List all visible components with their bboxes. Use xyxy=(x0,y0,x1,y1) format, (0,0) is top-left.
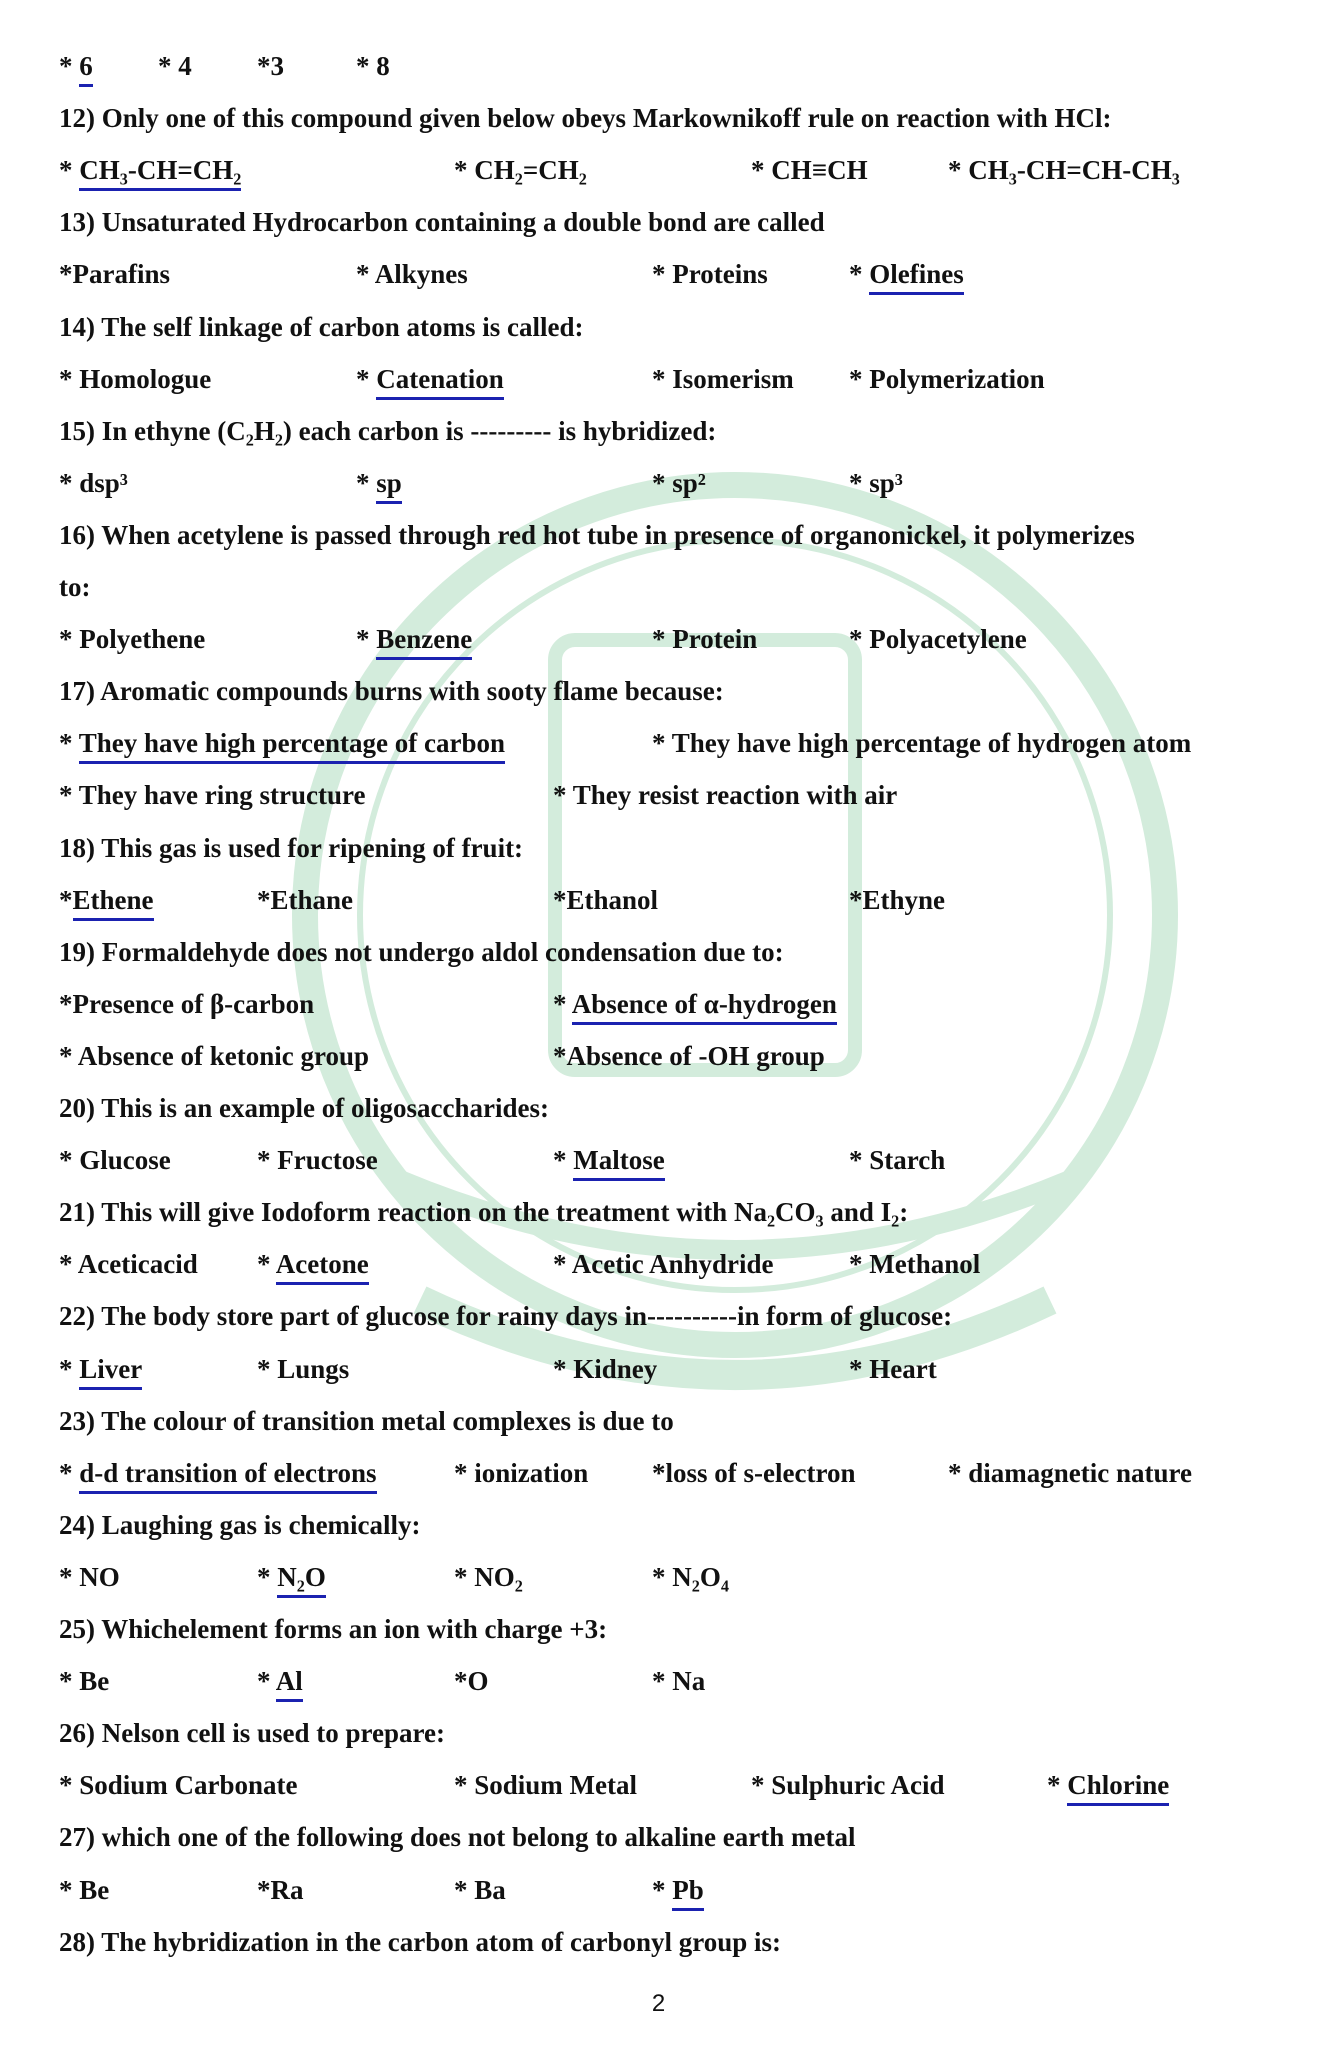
question-text: 19) Formaldehyde does not undergo aldol condensation due to: xyxy=(59,936,784,967)
option xyxy=(553,1238,774,1290)
option-label: Maltose xyxy=(573,1145,664,1181)
bullet-star: * xyxy=(59,780,79,811)
option xyxy=(948,1447,1192,1499)
question-text: to: xyxy=(59,572,91,602)
options-row xyxy=(0,1030,1317,1082)
question-text: 18) This gas is used for ripening of fruit: xyxy=(59,832,524,863)
question-text: 16) When acetylene is passed through red hot tube in presence of organonickel, it polymerizes xyxy=(59,519,1135,550)
bullet-star: * xyxy=(257,1249,276,1280)
option-correct xyxy=(652,1864,704,1916)
option-label: Absence of ketonic group xyxy=(77,1040,370,1071)
option-label: Parafins xyxy=(72,259,170,290)
option-label: Al xyxy=(276,1666,303,1702)
option-label: They resist reaction with air xyxy=(572,780,898,811)
option-label: Aceticacid xyxy=(77,1249,198,1280)
bullet-star: * xyxy=(356,363,377,394)
option-label: Be xyxy=(79,1874,110,1905)
option xyxy=(553,874,658,926)
bullet-star: * xyxy=(454,1666,468,1697)
options-row xyxy=(0,248,1317,300)
option-label: Alkynes xyxy=(374,259,468,290)
option-label: Ethane xyxy=(270,884,354,915)
option-label: loss of s-electron xyxy=(665,1457,856,1488)
option-label: They have high percentage of hydrogen atom xyxy=(671,728,1192,759)
option-label: Ethanol xyxy=(566,884,659,915)
bullet-star: * xyxy=(553,1249,572,1280)
option xyxy=(652,353,794,405)
option-label: Kidney xyxy=(573,1353,658,1384)
option xyxy=(849,1343,937,1395)
option xyxy=(59,353,211,405)
option-label: 4 xyxy=(178,51,192,81)
question-text: 25) Whichelement forms an ion with charge +3: xyxy=(59,1614,608,1644)
bullet-star: * xyxy=(652,1874,673,1905)
option-label: 3 xyxy=(270,51,284,81)
option xyxy=(454,1551,523,1603)
option-label: Polyethene xyxy=(79,624,206,655)
option xyxy=(553,769,897,821)
option-correct xyxy=(1047,1759,1169,1811)
option-label: Glucose xyxy=(79,1145,171,1176)
option xyxy=(849,613,1027,665)
bullet-star: * xyxy=(59,1353,80,1384)
bullet-star: * xyxy=(257,1353,278,1384)
bullet-star: * xyxy=(257,1666,276,1697)
option xyxy=(59,1864,109,1916)
bullet-star: * xyxy=(948,155,969,186)
question-text: 28) The hybridization in the carbon atom of carbonyl group is: xyxy=(59,1926,782,1957)
option xyxy=(652,1551,729,1603)
bullet-star: * xyxy=(356,51,377,81)
bullet-star: * xyxy=(652,1561,673,1592)
option-correct xyxy=(849,248,964,300)
options-row xyxy=(0,1551,1317,1603)
option-correct xyxy=(257,1238,369,1290)
options-row xyxy=(0,978,1317,1030)
bullet-star: * xyxy=(553,1145,574,1176)
bullet-star: * xyxy=(257,884,271,915)
option-label: 6 xyxy=(79,51,93,87)
option-label: Fructose xyxy=(277,1145,378,1176)
bullet-star: * xyxy=(652,1666,673,1697)
option-label: O xyxy=(467,1666,489,1697)
option-label: They have ring structure xyxy=(78,780,366,811)
question-text: 24) Laughing gas is chemically: xyxy=(59,1509,421,1540)
bullet-star: * xyxy=(158,51,179,81)
option-label: Chlorine xyxy=(1067,1770,1169,1806)
option xyxy=(652,1655,705,1707)
option xyxy=(59,1655,109,1707)
option-correct xyxy=(553,978,837,1030)
option-correct xyxy=(356,353,504,405)
option xyxy=(751,144,868,196)
options-row xyxy=(0,717,1317,769)
option-correct xyxy=(257,1655,303,1707)
options-row xyxy=(0,1134,1317,1186)
options-row xyxy=(0,1447,1317,1499)
option-label: Isomerism xyxy=(672,363,794,394)
option-label: Pb xyxy=(672,1875,704,1911)
option xyxy=(59,1551,120,1603)
option-label: Sodium Metal xyxy=(474,1770,638,1801)
option xyxy=(849,353,1045,405)
option-label: They have high percentage of carbon xyxy=(79,728,505,764)
bullet-star: * xyxy=(59,1770,80,1801)
bullet-star: * xyxy=(59,363,80,394)
bullet-star: * xyxy=(59,1249,78,1280)
option-correct xyxy=(356,613,472,665)
bullet-star: * xyxy=(652,467,673,498)
option-label: Sodium Carbonate xyxy=(79,1770,298,1801)
option-correct xyxy=(356,457,402,509)
options-row xyxy=(0,874,1317,926)
bullet-star: * xyxy=(652,259,673,290)
option xyxy=(652,457,706,509)
option-label: Acetone xyxy=(276,1249,369,1285)
option-label: Heart xyxy=(869,1353,937,1384)
bullet-star: * xyxy=(751,1770,772,1801)
option xyxy=(652,248,768,300)
option xyxy=(59,1134,171,1186)
options-row xyxy=(0,1343,1317,1395)
question-text: 15) In ethyne (C₂H₂) each carbon is --------- is hybridized: xyxy=(59,415,717,446)
question-text: 12) Only one of this compound given below obeys Markownikoff rule on reaction with HCl: xyxy=(59,103,1112,134)
option xyxy=(751,1759,945,1811)
option-label: Protein xyxy=(672,624,758,655)
option-label: CH₃-CH=CH₂ xyxy=(79,155,241,191)
option-label: CH≡CH xyxy=(771,155,868,186)
option-label: Catenation xyxy=(376,364,504,400)
option-label: dsp³ xyxy=(79,467,128,498)
bullet-star: * xyxy=(849,1249,870,1280)
question-text: 27) which one of the following does not belong to alkaline earth metal xyxy=(59,1822,856,1853)
option xyxy=(158,40,192,92)
option-label: Presence of β-carbon xyxy=(72,988,315,1019)
bullet-star: * xyxy=(454,1457,475,1488)
bullet-star: * xyxy=(553,1040,567,1071)
bullet-star: * xyxy=(59,1040,78,1071)
option-label: Benzene xyxy=(376,624,472,660)
bullet-star: * xyxy=(849,363,870,394)
bullet-star: * xyxy=(454,1561,475,1592)
bullet-star: * xyxy=(454,1770,475,1801)
option xyxy=(652,717,1191,769)
bullet-star: * xyxy=(59,884,73,915)
bullet-star: * xyxy=(849,259,870,290)
option xyxy=(454,1447,588,1499)
option xyxy=(257,1864,304,1916)
option xyxy=(553,1343,657,1395)
option xyxy=(849,874,945,926)
option xyxy=(849,457,903,509)
options-row xyxy=(0,40,1317,92)
option xyxy=(59,1030,369,1082)
option-label: sp xyxy=(376,468,402,504)
bullet-star: * xyxy=(652,728,672,759)
option-correct xyxy=(59,1343,142,1395)
option xyxy=(257,1343,349,1395)
option-label: Ethene xyxy=(73,885,154,921)
option xyxy=(849,1238,980,1290)
option-label: NO₂ xyxy=(474,1561,523,1592)
bullet-star: * xyxy=(59,1874,80,1905)
option-label: CH₂=CH₂ xyxy=(474,155,587,186)
option-label: CH₃-CH=CH-CH₃ xyxy=(968,155,1180,186)
option-label: d-d transition of electrons xyxy=(79,1458,376,1494)
page-number: 2 xyxy=(651,1990,666,2017)
bullet-star: * xyxy=(751,155,772,186)
bullet-star: * xyxy=(59,51,80,81)
option xyxy=(257,874,353,926)
bullet-star: * xyxy=(257,1145,278,1176)
question-text: 23) The colour of transition metal complexes is due to xyxy=(59,1405,674,1436)
option-label: sp² xyxy=(672,467,706,498)
option-label: NO xyxy=(79,1561,120,1592)
bullet-star: * xyxy=(257,1561,278,1592)
option-correct xyxy=(59,874,154,926)
option-label: Acetic Anhydride xyxy=(571,1249,774,1280)
bullet-star: * xyxy=(59,259,73,290)
option-correct xyxy=(257,1551,326,1603)
option xyxy=(59,978,314,1030)
bullet-star: * xyxy=(849,1353,870,1384)
option xyxy=(652,1447,855,1499)
option-label: ionization xyxy=(474,1457,589,1488)
option-label: sp³ xyxy=(869,467,903,498)
bullet-star: * xyxy=(553,884,567,915)
options-row xyxy=(0,613,1317,665)
question-text: 26) Nelson cell is used to prepare: xyxy=(59,1718,445,1749)
option xyxy=(59,1759,298,1811)
option-label: Sulphuric Acid xyxy=(771,1770,945,1801)
bullet-star: * xyxy=(59,624,80,655)
option xyxy=(59,457,128,509)
options-row xyxy=(0,353,1317,405)
question-text: 20) This is an example of oligosaccharides: xyxy=(59,1093,550,1123)
option-label: Absence of α-hydrogen xyxy=(572,989,837,1025)
bullet-star: * xyxy=(59,988,73,1019)
question-text: 17) Aromatic compounds burns with sooty flame because: xyxy=(59,676,724,707)
option-label: N₂O xyxy=(277,1562,326,1598)
option xyxy=(454,1759,637,1811)
option-correct xyxy=(59,717,505,769)
option-label: Absence of -OH group xyxy=(566,1040,825,1071)
bullet-star: * xyxy=(553,780,573,811)
bullet-star: * xyxy=(849,624,870,655)
option-label: Ba xyxy=(474,1874,506,1905)
bullet-star: * xyxy=(652,624,673,655)
option-correct xyxy=(59,1447,377,1499)
option-label: Starch xyxy=(869,1145,946,1176)
options-row xyxy=(0,1655,1317,1707)
bullet-star: * xyxy=(652,363,673,394)
option-label: Na xyxy=(672,1666,706,1697)
question-text: 22) The body store part of glucose for rainy days in----------in form of glucose: xyxy=(59,1301,953,1332)
option xyxy=(356,40,390,92)
bullet-star: * xyxy=(652,1457,666,1488)
option xyxy=(454,1655,489,1707)
option xyxy=(849,1134,945,1186)
question-text: 21) This will give Iodoform reaction on the treatment with Na₂CO₃ and I₂: xyxy=(59,1197,909,1228)
option xyxy=(553,1030,825,1082)
option xyxy=(454,1864,506,1916)
options-row xyxy=(0,769,1317,821)
bullet-star: * xyxy=(59,155,80,186)
question-text: 13) Unsaturated Hydrocarbon containing a double bond are called xyxy=(59,207,825,238)
option-correct xyxy=(553,1134,665,1186)
bullet-star: * xyxy=(553,1353,574,1384)
option-correct xyxy=(59,40,93,92)
option xyxy=(257,40,284,92)
option-label: Proteins xyxy=(672,259,768,290)
option-label: N₂O₄ xyxy=(672,1561,729,1592)
options-row xyxy=(0,457,1317,509)
bullet-star: * xyxy=(849,1145,870,1176)
option xyxy=(59,248,170,300)
option xyxy=(356,248,468,300)
bullet-star: * xyxy=(553,988,572,1019)
question-text: 14) The self linkage of carbon atoms is called: xyxy=(59,311,584,342)
bullet-star: * xyxy=(257,1874,271,1905)
option xyxy=(257,1134,378,1186)
bullet-star: * xyxy=(1047,1770,1068,1801)
option xyxy=(59,1238,198,1290)
bullet-star: * xyxy=(59,1145,80,1176)
bullet-star: * xyxy=(59,467,80,498)
option-label: Lungs xyxy=(277,1353,350,1384)
bullet-star: * xyxy=(948,1457,969,1488)
option-label: Ra xyxy=(270,1874,304,1905)
bullet-star: * xyxy=(59,1561,80,1592)
bullet-star: * xyxy=(454,1874,475,1905)
option-label: Methanol xyxy=(869,1249,981,1280)
bullet-star: * xyxy=(454,155,475,186)
option-label: Be xyxy=(79,1666,110,1697)
option xyxy=(59,613,205,665)
bullet-star: * xyxy=(59,1457,80,1488)
option-label: 8 xyxy=(376,51,390,81)
option-label: Polymerization xyxy=(869,363,1045,394)
option xyxy=(59,769,366,821)
option-label: Liver xyxy=(79,1354,142,1390)
options-row xyxy=(0,1759,1317,1811)
bullet-star: * xyxy=(849,467,870,498)
bullet-star: * xyxy=(59,1666,80,1697)
option xyxy=(948,144,1180,196)
option xyxy=(652,613,757,665)
bullet-star: * xyxy=(849,884,863,915)
option-correct xyxy=(59,144,241,196)
bullet-star: * xyxy=(356,467,377,498)
options-row xyxy=(0,1864,1317,1916)
option-label: diamagnetic nature xyxy=(968,1457,1192,1488)
option-label: Polyacetylene xyxy=(869,624,1027,655)
option-label: Ethyne xyxy=(862,884,946,915)
option-label: Olefines xyxy=(869,259,964,295)
bullet-star: * xyxy=(356,259,375,290)
bullet-star: * xyxy=(59,728,79,759)
option xyxy=(454,144,587,196)
bullet-star: * xyxy=(356,624,377,655)
options-row xyxy=(0,1238,1317,1290)
options-row xyxy=(0,144,1317,196)
bullet-star: * xyxy=(257,51,271,81)
option-label: Homologue xyxy=(79,363,212,394)
